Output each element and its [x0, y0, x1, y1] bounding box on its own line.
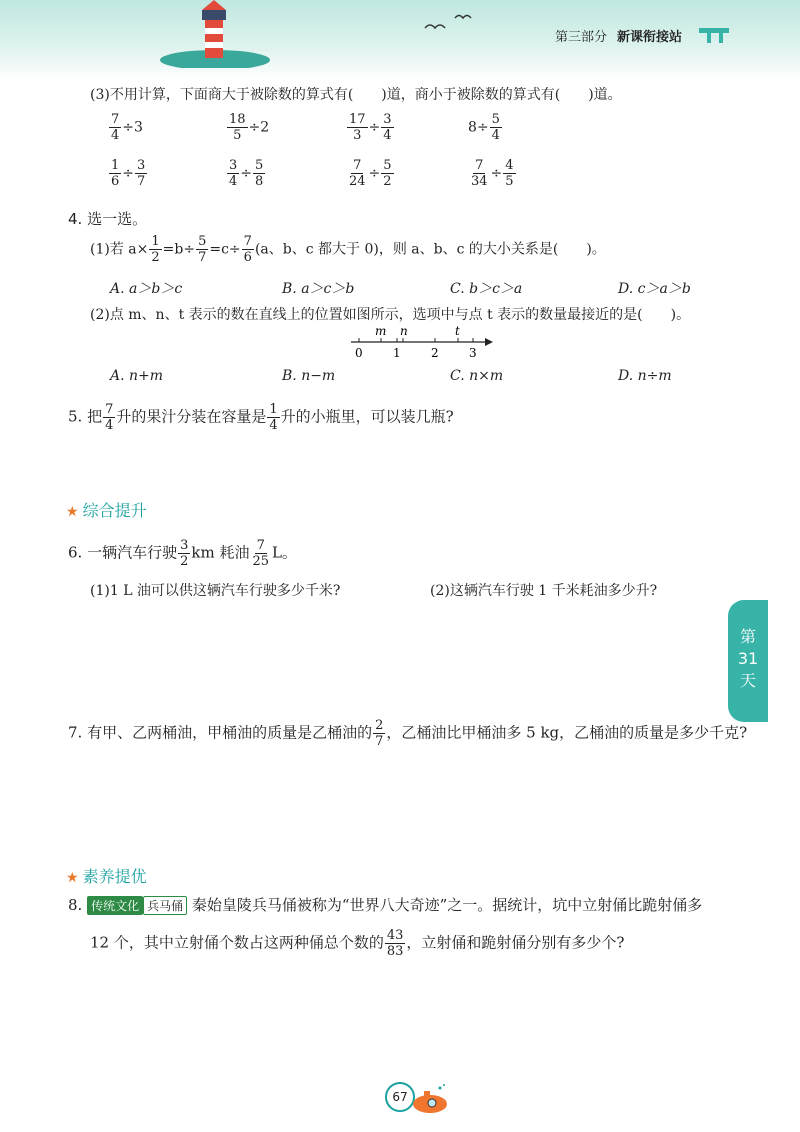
- q3-expr-3: $\frac{17}{3}$ ÷ $\frac{3}{4}$: [349, 112, 392, 143]
- q4-title: 4. 选一选。: [68, 210, 148, 228]
- q4-2-option-a: A. n+m: [110, 368, 164, 384]
- point-m-label: m: [375, 325, 387, 338]
- birds-icon: [420, 8, 480, 38]
- culture-badge: 传统文化: [87, 896, 143, 915]
- q8-line1: 8. 传统文化 兵马俑 秦始皇陵兵马俑被称为“世界八大奇迹”之一。据统计，坑中立射俑比跪射俑多: [68, 896, 703, 914]
- stool-icon: [695, 24, 735, 46]
- star-icon: ★: [66, 504, 79, 520]
- tick-0-label: 0: [355, 346, 363, 360]
- number-line: [345, 325, 495, 361]
- day-tab-top: 第: [739, 627, 756, 646]
- terracotta-badge: 兵马俑: [143, 896, 187, 915]
- header-part: 第三部分: [555, 30, 608, 45]
- submarine-icon: [410, 1082, 450, 1118]
- lighthouse-illustration: [160, 0, 280, 68]
- q3-text: (3)不用计算，下面商大于被除数的算式有( )道，商小于被除数的算式有( )道。: [90, 87, 622, 103]
- day-tab-number: 31: [737, 649, 759, 668]
- tick-3-label: 3: [469, 346, 477, 360]
- q3-expr-8: $\frac{7}{34}$ ÷ $\frac{4}{5}$: [471, 158, 514, 189]
- q8-line2: 12 个，其中立射俑个数占这两种俑总个数的 $\frac{43}{83}$ ，立射俑和跪射俑分别有多少个?: [90, 928, 625, 959]
- header-title: [555, 26, 682, 45]
- tick-2-label: 2: [431, 346, 439, 360]
- q6-sub2: (2)这辆汽车行驶 1 千米耗油多少升?: [430, 583, 658, 599]
- q3-expr-1: $\frac{7}{4}$ ÷3: [111, 112, 143, 143]
- tick-1-label: 1: [393, 346, 401, 360]
- day-tab: [728, 600, 768, 722]
- point-t-label: t: [455, 325, 460, 338]
- section-comprehensive: ★ 综合提升: [66, 501, 147, 520]
- q4-1-option-d: D. c＞a＞b: [618, 281, 691, 297]
- q3-expr-6: $\frac{3}{4}$ ÷ $\frac{5}{8}$: [229, 158, 264, 189]
- q3-expr-5: $\frac{1}{6}$ ÷ $\frac{3}{7}$: [111, 158, 146, 189]
- q4-1-option-c: C. b＞c＞a: [450, 281, 523, 297]
- q4-part2-text: (2)点 m、n、t 表示的数在直线上的位置如图所示，选项中与点 t 表示的数量最接近的是( )。: [90, 307, 691, 323]
- q4-2-option-d: D. n÷m: [618, 368, 672, 384]
- q7-text: 7. 有甲、乙两桶油，甲桶油的质量是乙桶油的 $\frac{2}{7}$ ，乙桶油比甲桶油多 5 kg，乙桶油的质量是多少千克?: [68, 718, 748, 749]
- day-tab-bottom: 天: [739, 671, 756, 690]
- section-literacy: ★ 素养提优: [66, 867, 147, 886]
- star-icon: ★: [66, 870, 79, 886]
- q3-expr-2: $\frac{18}{5}$ ÷2: [229, 112, 270, 143]
- header-section-title: 新课衔接站: [617, 30, 683, 45]
- q6-text: 6. 一辆汽车行驶 $\frac{3}{2}$ km 耗油 $\frac{7}{25}$ L。: [68, 538, 297, 569]
- q4-1-option-b: B. a＞c＞b: [282, 281, 355, 297]
- q3-expr-7: $\frac{7}{24}$ ÷ $\frac{5}{2}$: [349, 158, 392, 189]
- point-n-label: n: [400, 325, 408, 338]
- q6-sub1: (1)1 L 油可以供这辆汽车行驶多少千米?: [90, 583, 341, 599]
- q4-2-option-c: C. n×m: [450, 368, 504, 384]
- q4-2-option-b: B. n−m: [282, 368, 336, 384]
- page-number: 67: [385, 1082, 415, 1112]
- q4-1-option-a: A. a＞b＞c: [110, 281, 183, 297]
- q5-text: 5. 把 $\frac{7}{4}$ 升的果汁分装在容量是 $\frac{1}{4}$ 升的小瓶里，可以装几瓶?: [68, 402, 454, 433]
- q4-part1: (1)若 a× $\frac{1}{2}$ =b÷ $\frac{5}{7}$ =c÷ $\frac{7}{6}$ (a、b、c 都大于 0)，则 a、b、c 的大小关系是( )。: [90, 234, 606, 265]
- q3-expr-4: 8÷ $\frac{5}{4}$: [468, 112, 500, 143]
